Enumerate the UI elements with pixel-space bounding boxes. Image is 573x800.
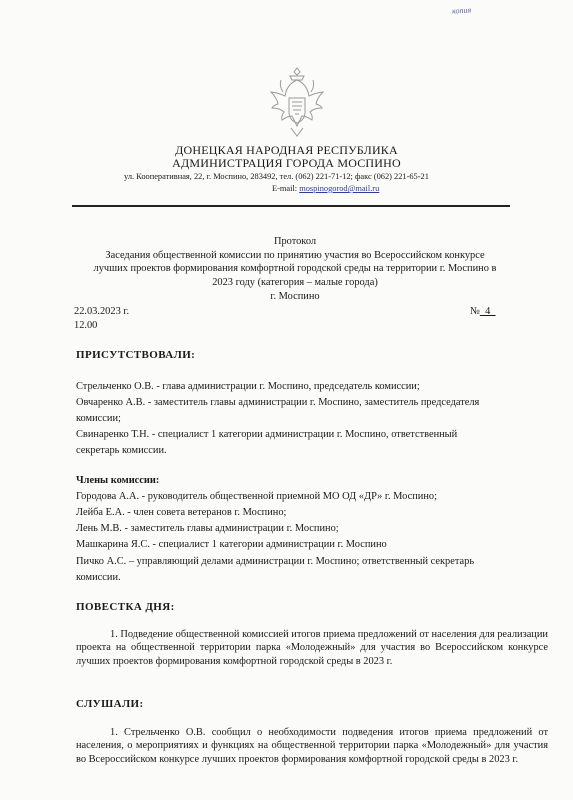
present-heading: ПРИСУТСТВОВАЛИ: xyxy=(76,349,196,361)
protocol-title-line2: лучших проектов формирования комфортной городской среды на территории г. Моспино в xyxy=(93,263,497,274)
protocol-title-line3: 2023 году (категория – малые города) xyxy=(212,277,378,288)
present-member-2-line2: комиссии; xyxy=(76,413,121,424)
heard-item-1 xyxy=(76,726,548,766)
coat-of-arms-emblem-icon xyxy=(266,62,328,146)
org-name-line1: ДОНЕЦКАЯ НАРОДНАЯ РЕСПУБЛИКА xyxy=(175,143,398,157)
meeting-date: 22.03.2023 г. xyxy=(74,306,130,317)
heard-item-text: 1. Стрельченко О.В. сообщил о необходимости подведения итогов приема предложений от населения, о мероприятиях и функциях на общественной территории парка «Молодежный» для участия во Всероссийском конкурсе лучших проектов формирования комфортной городской среды в 2023 г. xyxy=(76,727,548,765)
org-address: ул. Кооперативная, 22, г. Моспино, 283492, тел. (062) 221-71-12; факс (062) 221-65-21 xyxy=(124,172,429,181)
member-3: Лень М.В. - заместитель главы администрации г. Моспино; xyxy=(76,523,339,534)
present-member-3-line1: Свинаренко Т.Н. - специалист 1 категории администрации г. Моспино, ответственный xyxy=(76,429,458,440)
number-prefix: № xyxy=(470,306,480,317)
member-5-line1: Пичко А.С. – управляющий делами администрации г. Моспино; ответственный секретарь xyxy=(76,556,475,567)
org-email xyxy=(272,184,379,193)
protocol-title-line1: Заседания общественной комиссии по принятию участия во Всероссийском конкурсе xyxy=(105,250,485,261)
present-member-3-line2: секретарь комиссии. xyxy=(76,445,167,456)
number-value: _4_ xyxy=(479,306,496,317)
members-heading: Члены комиссии: xyxy=(76,475,160,486)
agenda-heading: ПОВЕСТКА ДНЯ: xyxy=(76,601,175,613)
header-divider xyxy=(72,205,510,207)
meeting-time: 12.00 xyxy=(74,320,98,331)
agenda-item-text: 1. Подведение общественной комиссией итогов приема предложений от населения для реализации проекта на общественной территории парка «Молодежный» для участия во Всероссийском конкурсе лучших проектов формирования комфортной городской среды в 2023 г. xyxy=(76,629,548,667)
protocol-number xyxy=(470,305,496,318)
org-name-line2: АДМИНИСТРАЦИЯ ГОРОДА МОСПИНО xyxy=(172,156,401,170)
agenda-item-1 xyxy=(76,628,548,668)
member-4: Машкарина Я.С. - специалист 1 категории администрации г. Моспино xyxy=(76,539,387,550)
heard-heading: СЛУШАЛИ: xyxy=(76,698,144,710)
email-label: E-mail: xyxy=(272,184,298,193)
email-link[interactable]: mospinogorod@mail.ru xyxy=(299,184,380,193)
member-2: Лейба Е.А. - член совета ветеранов г. Моспино; xyxy=(76,507,287,518)
member-5-line2: комиссии. xyxy=(76,572,121,583)
member-1: Городова А.А. - руководитель общественной приемной МО ОД «ДР» г. Моспино; xyxy=(76,491,437,502)
protocol-heading: Протокол xyxy=(273,236,317,247)
present-member-1: Стрельченко О.В. - глава администрации г. Моспино, председатель комиссии; xyxy=(76,381,420,392)
copy-stamp: копия xyxy=(451,5,472,16)
present-member-2-line1: Овчаренко А.В. - заместитель главы администрации г. Моспино, заместитель председателя xyxy=(76,397,480,408)
protocol-city: г. Моспино xyxy=(270,291,320,302)
